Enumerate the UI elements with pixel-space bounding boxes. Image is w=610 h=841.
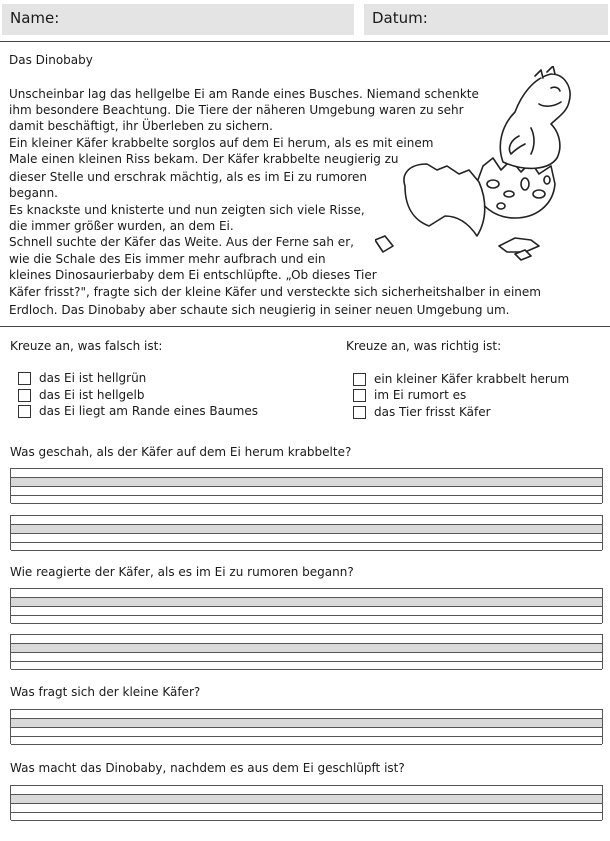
story-title: Das Dinobaby	[9, 53, 93, 67]
question-text: Was geschah, als der Käfer auf dem Ei herum krabbelte?	[10, 445, 352, 459]
date-label: Datum:	[372, 9, 428, 27]
hatching-dinosaur-illustration	[375, 66, 575, 266]
story-line: damit beschäftigt, ihr Überleben zu sichern.	[9, 119, 273, 133]
story-line: Käfer frisst?", fragte sich der kleine Käfer und versteckte sich sicherheitshalber in einem	[9, 285, 541, 299]
answer-lines[interactable]	[10, 588, 603, 623]
checkbox[interactable]	[353, 406, 366, 419]
story-line: Unscheinbar lag das hellgelbe Ei am Rande eines Busches. Niemand schenkte	[9, 87, 479, 101]
story-line: die immer größer wurden, an dem Ei.	[9, 219, 234, 233]
checkbox[interactable]	[353, 389, 366, 402]
option-label: ein kleiner Käfer krabbelt herum	[374, 372, 570, 386]
story-divider	[0, 326, 610, 327]
header-divider	[0, 41, 610, 42]
story-line: Male einen kleinen Riss bekam. Der Käfer krabbelte neugierig zu	[9, 152, 399, 166]
story-line: kleines Dinosaurierbaby dem Ei entschlüpfte. „Ob dieses Tier	[9, 268, 377, 282]
story-line: dieser Stelle und erschrak mächtig, als es im Ei zu rumoren	[9, 170, 368, 184]
story-line: wie die Schale des Eis immer mehr aufbrach und ein	[9, 252, 326, 266]
answer-lines[interactable]	[10, 468, 603, 503]
checkbox[interactable]	[18, 389, 31, 402]
option-label: im Ei rumort es	[374, 388, 467, 402]
answer-lines[interactable]	[10, 634, 603, 669]
story-line: Ein kleiner Käfer krabbelte sorglos auf dem Ei herum, als es mit einem	[9, 136, 434, 150]
option-label: das Tier frisst Käfer	[374, 405, 491, 419]
false-exercise-heading: Kreuze an, was falsch ist:	[10, 339, 163, 353]
option-label: das Ei ist hellgelb	[39, 388, 145, 402]
option-label: das Ei ist hellgrün	[39, 371, 147, 385]
answer-lines[interactable]	[10, 785, 603, 820]
date-field[interactable]	[364, 4, 608, 35]
name-label: Name:	[10, 9, 60, 27]
question-text: Wie reagierte der Käfer, als es im Ei zu rumoren begann?	[10, 565, 354, 579]
name-field[interactable]	[2, 4, 354, 35]
checkbox[interactable]	[18, 372, 31, 385]
checkbox[interactable]	[353, 373, 366, 386]
story-line: Schnell suchte der Käfer das Weite. Aus der Ferne sah er,	[9, 235, 354, 249]
story-line: Erdloch. Das Dinobaby aber schaute sich neugierig in seiner neuen Umgebung um.	[9, 303, 510, 317]
answer-lines[interactable]	[10, 515, 603, 550]
question-text: Was fragt sich der kleine Käfer?	[10, 685, 201, 699]
answer-lines[interactable]	[10, 709, 603, 744]
option-label: das Ei liegt am Rande eines Baumes	[39, 404, 258, 418]
story-line: begann.	[9, 186, 58, 200]
question-text: Was macht das Dinobaby, nachdem es aus dem Ei geschlüpft ist?	[10, 761, 405, 775]
checkbox[interactable]	[18, 405, 31, 418]
true-exercise-heading: Kreuze an, was richtig ist:	[346, 339, 502, 353]
story-line: Es knackste und knisterte und nun zeigten sich viele Risse,	[9, 203, 365, 217]
story-line: ihm besondere Beachtung. Die Tiere der näheren Umgebung waren zu sehr	[9, 103, 464, 117]
